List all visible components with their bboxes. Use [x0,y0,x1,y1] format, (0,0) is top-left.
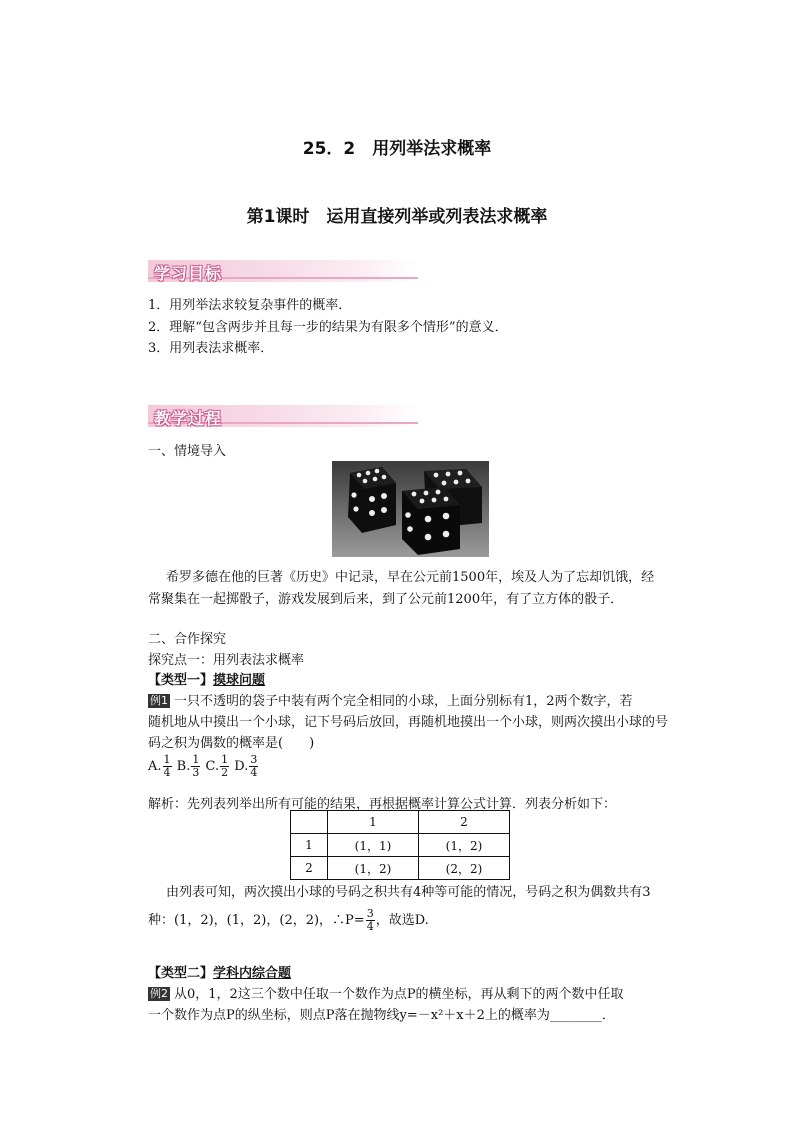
type1-heading [148,669,265,688]
option-d: D. $\frac{3}{4}$ [234,753,258,779]
table-header-row [291,811,510,834]
example1-line1 [148,690,633,709]
table-cell: 2 [419,811,510,834]
table-cell [291,811,328,834]
learning-goals-banner [148,260,418,282]
learning-goals-heading: 学习目标 [154,264,223,283]
exploration-point: 探究点一：用列表法求概率 [148,653,305,668]
intro-paragraph-line1: 希罗多德在他的巨著《历史》中记录，早在公元前1500年，埃及人为了忘却饥饿，经 [166,570,655,585]
goal-item: 2．理解“包含两步并且每一步的结果为有限多个情形”的意义． [148,320,508,335]
example1-line3: 码之积为偶数的概率是( ) [148,736,315,751]
option-a: A. $\frac{1}{4}$ [148,753,171,779]
table-cell: (2，2) [419,857,510,880]
example1-text: 一只不透明的袋子中装有两个完全相同的小球，上面分别标有1，2两个数字，若 [174,694,633,709]
conclusion-line2: 种：(1，2)，(1，2)，(2，2)，∴P= $\frac{3}{4}$ ，故选D. [148,907,429,933]
table-cell: 2 [291,857,328,880]
example-2-tag: 例2 [150,987,168,1000]
goal-item: 3．用列表法求概率． [148,341,274,356]
teaching-process-banner [148,405,418,427]
type2-name: 学科内综合题 [213,966,292,981]
table-cell: (1，2) [328,857,419,880]
table-cell: 1 [291,834,328,857]
type2-heading [148,962,291,981]
table-row [291,857,510,880]
option-c: C. $\frac{1}{2}$ [205,753,229,779]
type1-bracket: 【类型一】 [148,673,214,688]
example1-line2: 随机地从中摸出一个小球，记下号码后放回，再随机地摸出一个小球，则两次摸出小球的号 [148,715,669,730]
answer-options [148,754,259,779]
section-heading: 一、情境导入 [148,444,227,459]
type2-bracket: 【类型二】 [148,966,214,981]
goal-item: 1．用列举法求较复杂事件的概率． [148,298,352,313]
section-heading: 二、合作探究 [148,632,227,647]
conclusion-line1: 由列表可知，两次摸出小球的号码之积共有4种等可能的情况，号码之积为偶数共有3 [166,885,651,900]
lesson-subtitle: 第1课时 运用直接列举或列表法求概率 [246,207,548,227]
analysis-text: 解析：先列表列举出所有可能的结果，再根据概率计算公式计算．列表分析如下： [148,797,617,812]
example2-text: 从0，1，2这三个数中任取一个数作为点P的横坐标，再从剩下的两个数中任取 [174,987,624,1002]
example-1-tag: 例1 [150,694,168,707]
dice-photo [332,461,489,557]
example2-line2: 一个数作为点P的纵坐标，则点P落在抛物线y=－x²＋x＋2上的概率为________． [148,1008,615,1023]
table-cell: 1 [328,811,419,834]
example2-line1 [148,983,624,1002]
page-title: 25．2 用列举法求概率 [302,139,492,159]
table-row [291,834,510,857]
intro-paragraph-line2: 常聚集在一起掷骰子，游戏发展到后来，到了公元前1200年，有了立方体的骰子． [148,592,624,607]
teaching-process-heading: 教学过程 [154,409,223,428]
table-cell: (1，1) [328,834,419,857]
type1-name: 摸球问题 [213,673,266,688]
outcome-table [290,810,510,880]
table-cell: (1，2) [419,834,510,857]
option-b: B. $\frac{1}{3}$ [176,753,200,779]
